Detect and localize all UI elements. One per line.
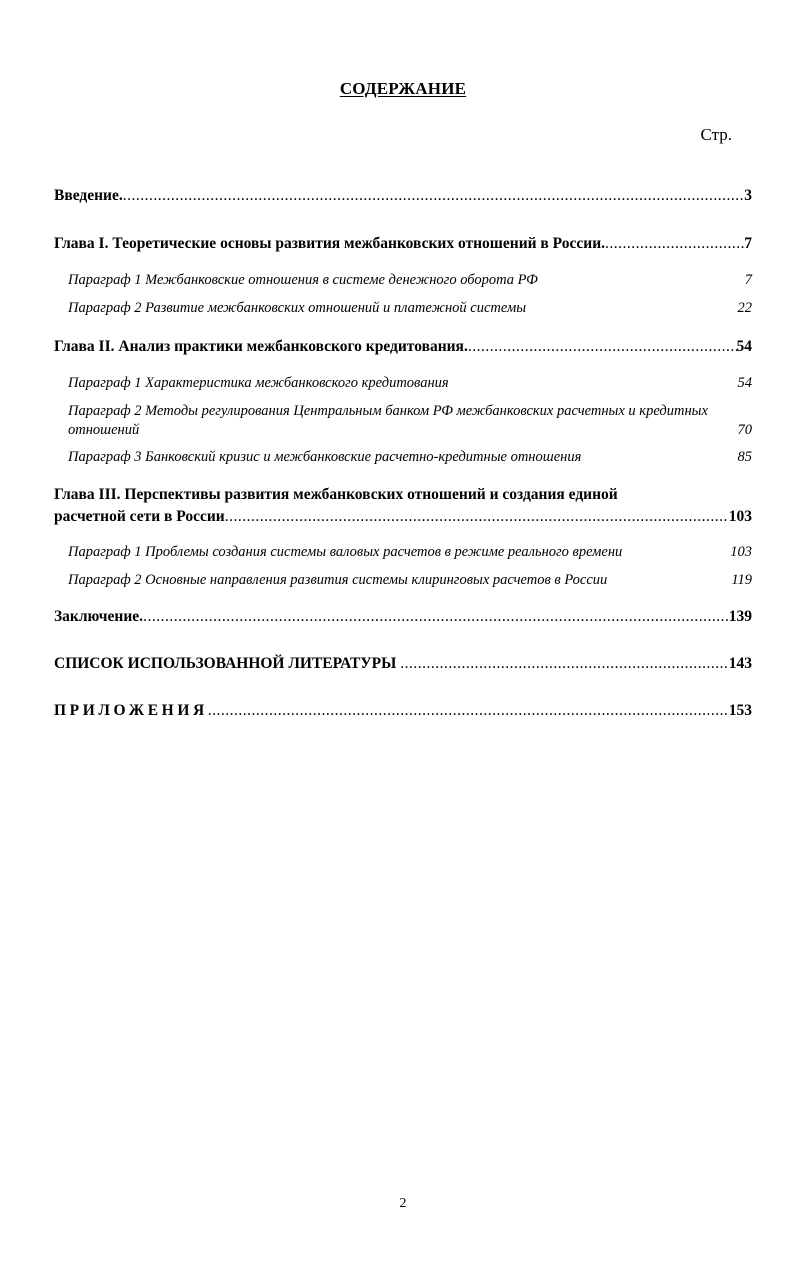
toc-entry-text-line2: расчетной сети в России: [54, 508, 225, 525]
toc-section-page: 7: [744, 272, 752, 288]
toc-section-2-2[interactable]: [68, 402, 752, 440]
toc-section-text: Параграф 2 Методы регулирования Центральным банком РФ межбанковских расчетных и кредитных отношений: [68, 403, 708, 438]
toc-section-text: Параграф 1 Характеристика межбанковского кредитования: [68, 375, 449, 391]
toc-entry-page: 3: [744, 187, 752, 204]
page-column-label: Стр.: [700, 125, 732, 144]
page-title: СОДЕРЖАНИЕ: [339, 79, 467, 98]
leader-dots: [123, 185, 745, 207]
toc-entry-chapter-3[interactable]: [54, 484, 752, 528]
toc-entry-text: ПРИЛОЖЕНИЯ: [54, 702, 208, 719]
toc-entry-text-line1: Глава III. Перспективы развития межбанковских отношений и создания единой: [54, 486, 618, 503]
toc-section-text: Параграф 2 Развитие межбанковских отношений и платежной системы: [68, 300, 527, 316]
toc-section-2-1[interactable]: [68, 374, 752, 393]
toc-entry-page: 54: [736, 338, 752, 355]
toc-entry-conclusion[interactable]: [54, 606, 752, 628]
toc-entry-page: 139: [728, 608, 752, 625]
toc-section-2-3[interactable]: [68, 448, 752, 467]
toc-entry-page: 7: [744, 235, 752, 252]
toc-section-page: 70: [737, 422, 752, 438]
toc-section-1-2[interactable]: [68, 299, 752, 318]
toc-entry-page: 103: [728, 508, 752, 525]
toc-entry-chapter-2[interactable]: [54, 336, 752, 358]
toc-section-3-1[interactable]: [68, 543, 752, 562]
toc-section-page: 119: [731, 572, 752, 588]
leader-dots: [225, 506, 729, 528]
page-number: 2: [399, 1196, 407, 1211]
leader-dots: [208, 700, 729, 722]
toc-entry-chapter-1[interactable]: [54, 233, 752, 255]
toc-page: [54, 0, 752, 1280]
toc-entry-text: Глава II. Анализ практики межбанковского кредитования.: [54, 338, 468, 355]
toc-section-text: Параграф 2 Основные направления развития системы клиринговых расчетов в России: [68, 572, 608, 588]
toc-section-page: 22: [737, 300, 752, 316]
toc-entry-text: Введение.: [54, 187, 123, 204]
leader-dots: [468, 336, 737, 358]
toc-section-text: Параграф 1 Межбанковские отношения в системе денежного оборота РФ: [68, 272, 538, 288]
toc-section-1-1[interactable]: [68, 271, 752, 290]
toc-section-page: 85: [737, 449, 752, 465]
toc-entry-intro[interactable]: [54, 185, 752, 207]
toc-section-3-2[interactable]: [68, 571, 752, 590]
toc-entry-text: СПИСОК ИСПОЛЬЗОВАННОЙ ЛИТЕРАТУРЫ: [54, 655, 401, 672]
toc-entry-page: 153: [728, 702, 752, 719]
toc-entry-page: 143: [728, 655, 752, 672]
toc-section-page: 54: [737, 375, 752, 391]
leader-dots: [605, 233, 744, 255]
toc-entry-text: Заключение.: [54, 608, 144, 625]
toc-entry-text: Глава I. Теоретические основы развития межбанковских отношений в России.: [54, 235, 606, 252]
toc-entry-appendices[interactable]: [54, 700, 752, 722]
toc-section-page: 103: [730, 544, 752, 560]
leader-dots: [143, 606, 729, 628]
toc-section-text: Параграф 1 Проблемы создания системы валовых расчетов в режиме реального времени: [68, 544, 623, 560]
toc-section-text: Параграф 3 Банковский кризис и межбанковские расчетно-кредитные отношения: [68, 449, 582, 465]
toc-entry-references[interactable]: [54, 653, 752, 675]
leader-dots: [400, 653, 729, 675]
